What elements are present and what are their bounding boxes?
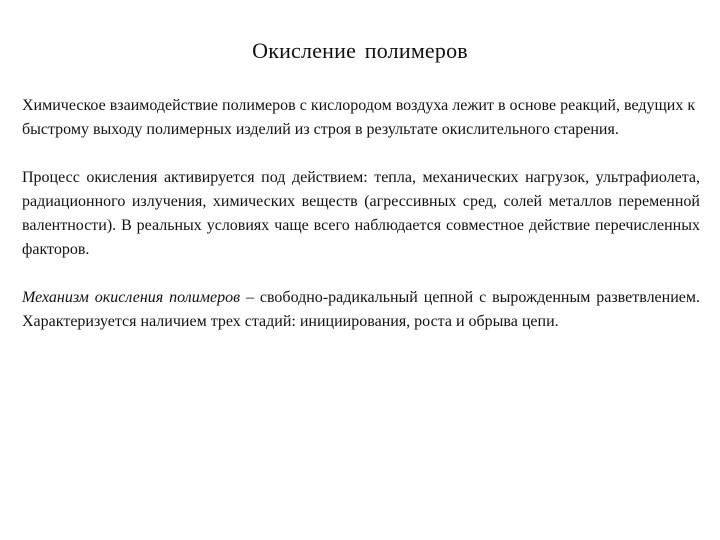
mechanism-description: – свободно-радикальный цепной с вырожденным разветвлением. Характеризуется наличием трех стадий: инициирования, роста и обрыва цепи. <box>22 289 700 330</box>
paragraph-oxidation-overview: Химическое взаимодействие полимеров с кислородом воздуха лежит в основе реакций, ведущих к быстрому выходу полимерных изделий из строя в результате окислительного старения. <box>22 97 696 138</box>
mechanism-term: Механизм окисления полимеров <box>22 289 241 306</box>
paragraph-activation-factors: Процесс окисления активируется под действием: тепла, механических нагрузок, ультрафиолета, радиационного излучения, химических веществ (агрессивных сред, солей металлов переменной валентности). В реальных условиях чаще всего наблюдается совместное действие перечисленных факторов. <box>22 169 700 258</box>
slide-body <box>22 94 700 334</box>
slide-title: Окисление полимеров <box>252 38 468 63</box>
paragraph-oxidation-mechanism <box>22 286 700 334</box>
